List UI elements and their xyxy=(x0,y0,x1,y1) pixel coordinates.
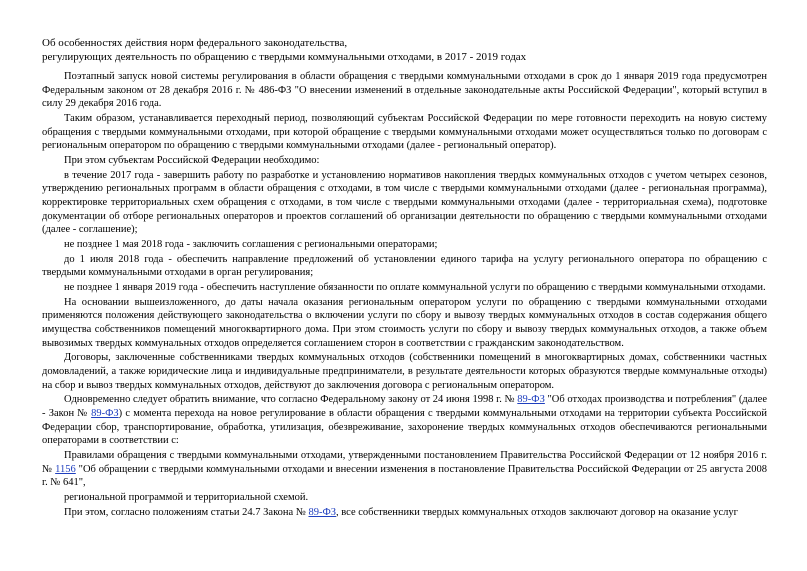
title-line-1: Об особенностях действия норм федерального законодательства, xyxy=(42,37,348,49)
paragraph-1: Поэтапный запуск новой системы регулирования в области обращения с твердыми коммунальными отходами в срок до 1 января 2019 года предусмотрен Федеральным законом от 28 декабря 2016 г. № 486-ФЗ "О внесении изменений в отдельные законодательные акты Российской Федерации", который вступил в силу 29 декабря 2016 года. xyxy=(42,71,767,110)
document-title xyxy=(42,36,762,64)
paragraph-8: На основании вышеизложенного, до даты начала оказания региональным оператором услуги по обращению с твердыми коммунальными отходами применяются положения действующего законодательства о включении услуги по сбору и вывозу твердых коммунальных отходов в состав содержания общего имущества собственников помещений многоквартирного дома. При этом стоимость услуги по сбору и вывозу твердых коммунальных отходов, а также объем вывозимых твердых коммунальных отходов определяется соглашением сторон в соответствии с гражданским законодательством. xyxy=(42,296,767,349)
paragraph-12: региональной программой и территориальной схемой. xyxy=(64,491,309,503)
title-line-2: регулирующих деятельность по обращению с твердыми коммунальными отходами, в 2017 - 2019 годах xyxy=(42,51,527,63)
resolution-1156-link[interactable]: 1156 xyxy=(55,463,76,475)
paragraph-2: Таким образом, устанавливается переходный период, позволяющий субъектам Российской Федерации по мере готовности переходить на новую систему обращения с твердыми коммунальными отходами, при которой обращение с твердыми коммунальными отходами может осуществляться только по договорам с региональным оператором по обращению с твердыми коммунальными отходами (далее - региональный оператор). xyxy=(42,112,767,152)
law-89fz-link-2[interactable]: 89-ФЗ xyxy=(91,407,119,419)
paragraph-9: Договоры, заключенные собственниками твердых коммунальных отходов (собственники помещений в многоквартирных домах, собственники частных домовладений, а также юридические лица и индивидуальные предприниматели, в результате деятельности которых образуются твердые коммунальные отходы) на сбор и вывоз твердых коммунальных отходов, действуют до заключения договора с региональным оператором. xyxy=(42,352,767,391)
paragraph-10-text-c: ) с момента перехода на новое регулирование в области обращения с твердыми коммунальными отходами на территории субъекта Российской Федерации сбор, транспортирование, обработка, утилизация, обезвреживание, захоронение твердых коммунальных отходов обеспечиваются региональными операторами в соответствии с: xyxy=(42,407,767,447)
paragraph-5: не позднее 1 мая 2018 года - заключить соглашения с региональными операторами; xyxy=(64,238,438,250)
paragraph-13 xyxy=(42,506,767,520)
paragraph-13-text-a: При этом, согласно положениям статьи 24.7 Закона № xyxy=(64,506,309,518)
paragraph-10-text-b: "Об отходах производства и потребления" (далее - Закон № xyxy=(42,394,768,419)
paragraph-4: в течение 2017 года - завершить работу по разработке и установлению нормативов накопления твердых коммунальных отходов с учетом четырех сезонов, утверждению региональных программ в области обращения с отходами, в том числе с твердыми коммунальными отходами (далее - региональная программа), корректировке территориальных схем обращения с отходами, в том числе с твердыми коммунальными отходами (далее - территориальная схема), подготовке документации об отборе региональных операторов и проектов соглашений об организации деятельности по обращению с твердыми коммунальными отходами (далее - соглашение); xyxy=(42,169,767,236)
law-89fz-link-3[interactable]: 89-ФЗ xyxy=(308,506,337,518)
paragraph-7: не позднее 1 января 2019 года - обеспечить наступление обязанности по оплате коммунальной услуги по обращению с твердыми коммунальными отходами. xyxy=(64,282,766,294)
paragraph-11-text-b: "Об обращении с твердыми коммунальными отходами и внесении изменения в постановление Правительства Российской Федерации от 25 августа 2008 г. № 641", xyxy=(42,463,767,489)
paragraph-11-text-a: Правилами обращения с твердыми коммунальными отходами, утвержденными постановлением Правительства Российской Федерации от 12 ноября 2016 г. № xyxy=(42,449,767,475)
paragraph-10-text-a: Одновременно следует обратить внимание, что согласно Федеральному закону от 24 июня 1998 г. № xyxy=(64,394,518,406)
law-89fz-link[interactable]: 89-ФЗ xyxy=(517,394,545,406)
paragraph-10 xyxy=(42,393,767,447)
paragraph-13-text-b: , все собственники твердых коммунальных отходов заключают договор на оказание услуг xyxy=(336,506,738,518)
paragraph-11 xyxy=(42,449,767,490)
document-body xyxy=(42,70,767,520)
paragraph-3: При этом субъектам Российской Федерации необходимо: xyxy=(64,154,320,166)
paragraph-6: до 1 июля 2018 года - обеспечить направление предложений об установлении единого тарифа на услугу регионального оператора по обращению с твердыми коммунальными отходами в орган регулирования; xyxy=(42,253,767,279)
